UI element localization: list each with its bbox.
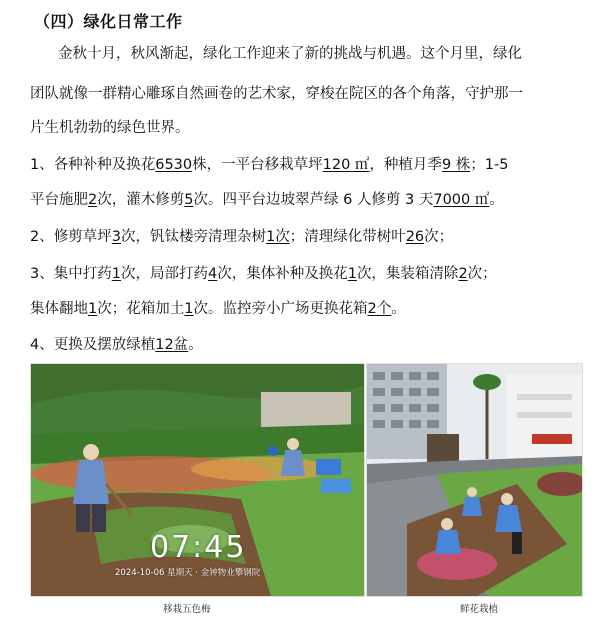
item-text: 次。四平台边坡翠芦绿 6 人修剪 3 天 [193, 192, 434, 208]
underlined-value: 26 [405, 229, 425, 245]
underlined-value: 1次 [265, 229, 290, 245]
item-text: 1、各种补种及换花 [30, 157, 156, 173]
item-text: 次。监控旁小广场更换花箱 [193, 301, 368, 317]
underlined-value: 2个 [367, 301, 392, 317]
item-text: 4、更换及摆放绿植 [30, 337, 156, 353]
item-text: 3、集中打药 [30, 266, 112, 282]
item-text: ；1-5 [470, 157, 509, 173]
underlined-value: 1 [88, 301, 98, 317]
underlined-value: 7000 ㎡ [433, 192, 490, 208]
photo-planting-illustration [367, 364, 582, 596]
underlined-value: 1 [347, 266, 357, 282]
item-text: 。 [188, 337, 203, 353]
item-text: 平台施肥 [30, 192, 88, 208]
intro-line-2: 团队就像一群精心雕琢自然画卷的艺术家，穿梭在院区的各个角落，守护那一 [30, 86, 523, 102]
underlined-value: 1 [111, 266, 121, 282]
underlined-value: 5 [184, 192, 194, 208]
intro-line-3: 片生机勃勃的绿色世界。 [30, 120, 190, 136]
item-1-line-1 [30, 155, 590, 175]
photo-date-stamp: 2024-10-06 星期天 · 金钟物业攀钢院 [115, 568, 261, 578]
item-text: 次； [424, 229, 454, 245]
underlined-value: 12盆 [155, 337, 189, 353]
item-text: 次，集装箱清除 [356, 266, 459, 282]
item-text: ；清理绿化带树叶 [289, 229, 406, 245]
item-text: 。 [489, 192, 504, 208]
item-text: 。 [391, 301, 406, 317]
item-1-line-2 [30, 190, 590, 210]
item-text: 次，集体补种及换花 [217, 266, 348, 282]
item-text: 次，灌木修剪 [97, 192, 185, 208]
underlined-value: 4 [207, 266, 218, 282]
underlined-value: 6530 [155, 157, 193, 173]
underlined-value: 120 ㎡ [322, 157, 370, 173]
item-text: 次，局部打药 [120, 266, 208, 282]
item-3-line-2 [30, 299, 590, 319]
item-text: ，种植月季 [369, 157, 442, 173]
item-text: 株，一平台移栽草坪 [192, 157, 323, 173]
underlined-value: 2 [88, 192, 98, 208]
item-3-line-1 [30, 264, 590, 284]
item-2-line [30, 227, 590, 247]
underlined-value: 1 [184, 301, 194, 317]
caption-planting: 鲜花栽植 [460, 604, 499, 615]
item-text: 次； [467, 266, 497, 282]
photo-planting [366, 363, 583, 597]
item-text: 次，钒钛楼旁清理杂树 [120, 229, 266, 245]
section-heading: （四）绿化日常工作 [34, 12, 183, 31]
item-4-line [30, 335, 590, 355]
underlined-value: 9 株 [441, 157, 471, 173]
photo-clock-overlay: 07:45 [150, 530, 247, 565]
item-text: 次；花箱加土 [97, 301, 185, 317]
caption-transplant: 移栽五色梅 [163, 604, 211, 615]
underlined-value: 2 [458, 266, 468, 282]
underlined-value: 3 [111, 229, 121, 245]
item-text: 集体翻地 [30, 301, 88, 317]
intro-line-1: 金秋十月，秋风渐起，绿化工作迎来了新的挑战与机遇。这个月里，绿化 [58, 46, 522, 62]
item-text: 2、修剪草坪 [30, 229, 112, 245]
